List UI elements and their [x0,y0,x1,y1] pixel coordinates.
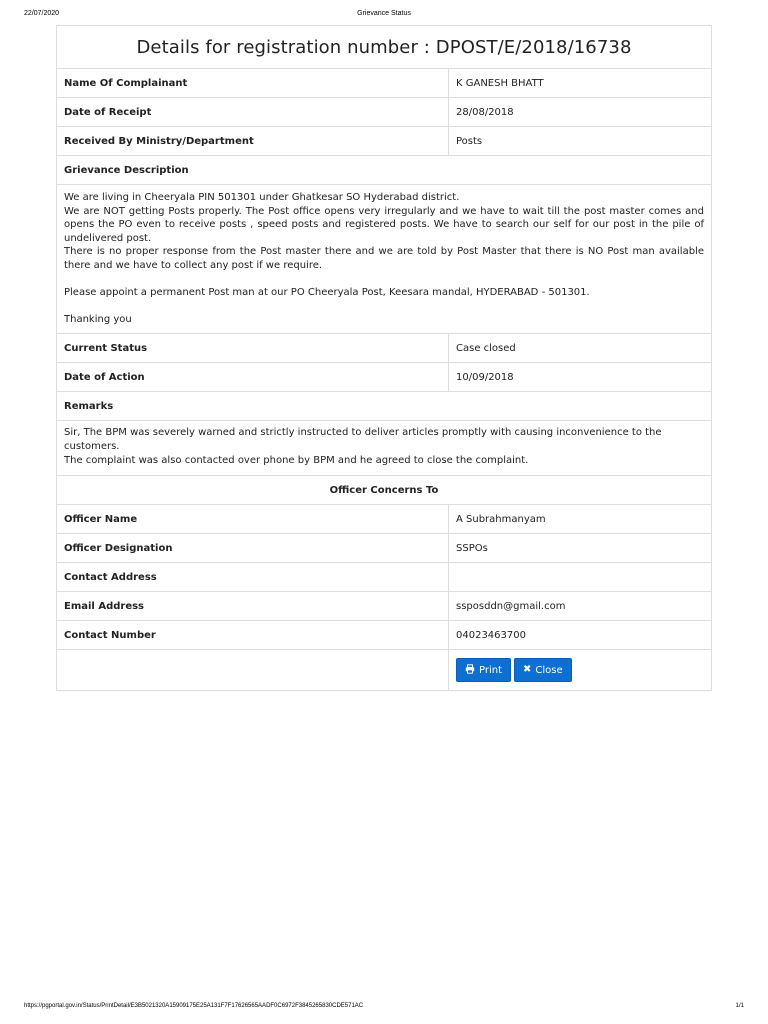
officer-section-header [57,476,711,505]
detail-value: ssposddn@gmail.com [456,600,566,612]
detail-label: Name Of Complainant [57,69,449,97]
detail-row-date-receipt [57,98,711,127]
description-paragraph: We are living in Cheeryala PIN 501301 under Ghatkesar SO Hyderabad district. [64,192,460,203]
detail-label: Contact Number [57,621,449,649]
detail-value: Posts [456,135,483,147]
detail-row-officer-name [57,505,711,534]
detail-label: Contact Address [57,563,449,591]
detail-row-contact-number [57,621,711,650]
detail-label: Date of Receipt [57,98,449,126]
status-value: Case closed [456,342,516,354]
detail-label: Received By Ministry/Department [57,127,449,155]
detail-row-officer-designation [57,534,711,563]
section-label: Officer Concerns To [329,484,439,496]
detail-value: 28/08/2018 [456,106,514,118]
description-paragraph: Please appoint a permanent Post man at our PO Cheeryala Post, Keesara mandal, HYDERABAD - 501301. [64,286,590,298]
remarks-text [57,421,711,476]
grievance-description-header [57,156,711,185]
close-icon: ✖ [523,664,532,675]
section-label: Grievance Description [64,164,189,176]
detail-row-email [57,592,711,621]
detail-row-date-action [57,363,711,392]
detail-label: Officer Designation [57,534,449,562]
print-title: Grievance Status [357,10,411,17]
page-title: Details for registration number : DPOST/E/2018/16738 [57,26,711,69]
description-paragraph: We are NOT getting Posts properly. The Post office opens very irregularly and we have to wait till the post master comes and opens the PO even to receive posts , speed posts and registered posts. We have to search our self for our post in the pile of undelivered post. [64,205,704,244]
detail-value: SSPOs [456,542,488,554]
detail-label: Current Status [57,334,449,362]
grievance-description-text [57,185,711,334]
print-button[interactable] [456,658,511,682]
detail-value: 10/09/2018 [456,371,514,383]
detail-label: Officer Name [57,505,449,533]
description-paragraph: Thanking you [64,313,132,325]
action-row [57,650,711,690]
print-footer [24,1003,744,1015]
detail-label: Date of Action [57,363,449,391]
printer-icon [465,664,475,677]
detail-value: K GANESH BHATT [456,77,544,89]
description-paragraph: There is no proper response from the Post master there and we are told by Post Master that there is NO Post man available there and we have to collect any post if we require. [64,246,704,271]
detail-value: A Subrahmanyam [456,513,546,525]
detail-value [449,563,711,591]
print-button-label: Print [479,664,503,676]
grievance-details-card [56,25,712,691]
page-number: 1/1 [735,1003,744,1009]
detail-label: Email Address [57,592,449,620]
print-date: 22/07/2020 [24,10,60,17]
detail-row-complainant [57,69,711,98]
remarks-line: The complaint was also contacted over phone by BPM and he agreed to close the complaint. [64,455,529,466]
print-url: https://pgportal.gov.in/Status/PrintDetail/E3B5021320A15909175E25A131F7F17626565AADF0C6972F3845265830CDE571AC [24,1003,364,1009]
detail-row-status [57,334,711,363]
close-button-label: Close [535,664,563,676]
action-buttons [449,650,711,690]
empty-cell [57,650,449,690]
print-header [24,10,744,22]
close-button[interactable] [514,658,572,682]
detail-row-contact-address [57,563,711,592]
detail-value: 04023463700 [456,629,526,641]
remarks-line: Sir, The BPM was severely warned and strictly instructed to deliver articles promptly with causing inconvenience to the customers. [64,427,662,452]
detail-row-ministry [57,127,711,156]
remarks-header [57,392,711,421]
section-label: Remarks [64,400,114,412]
